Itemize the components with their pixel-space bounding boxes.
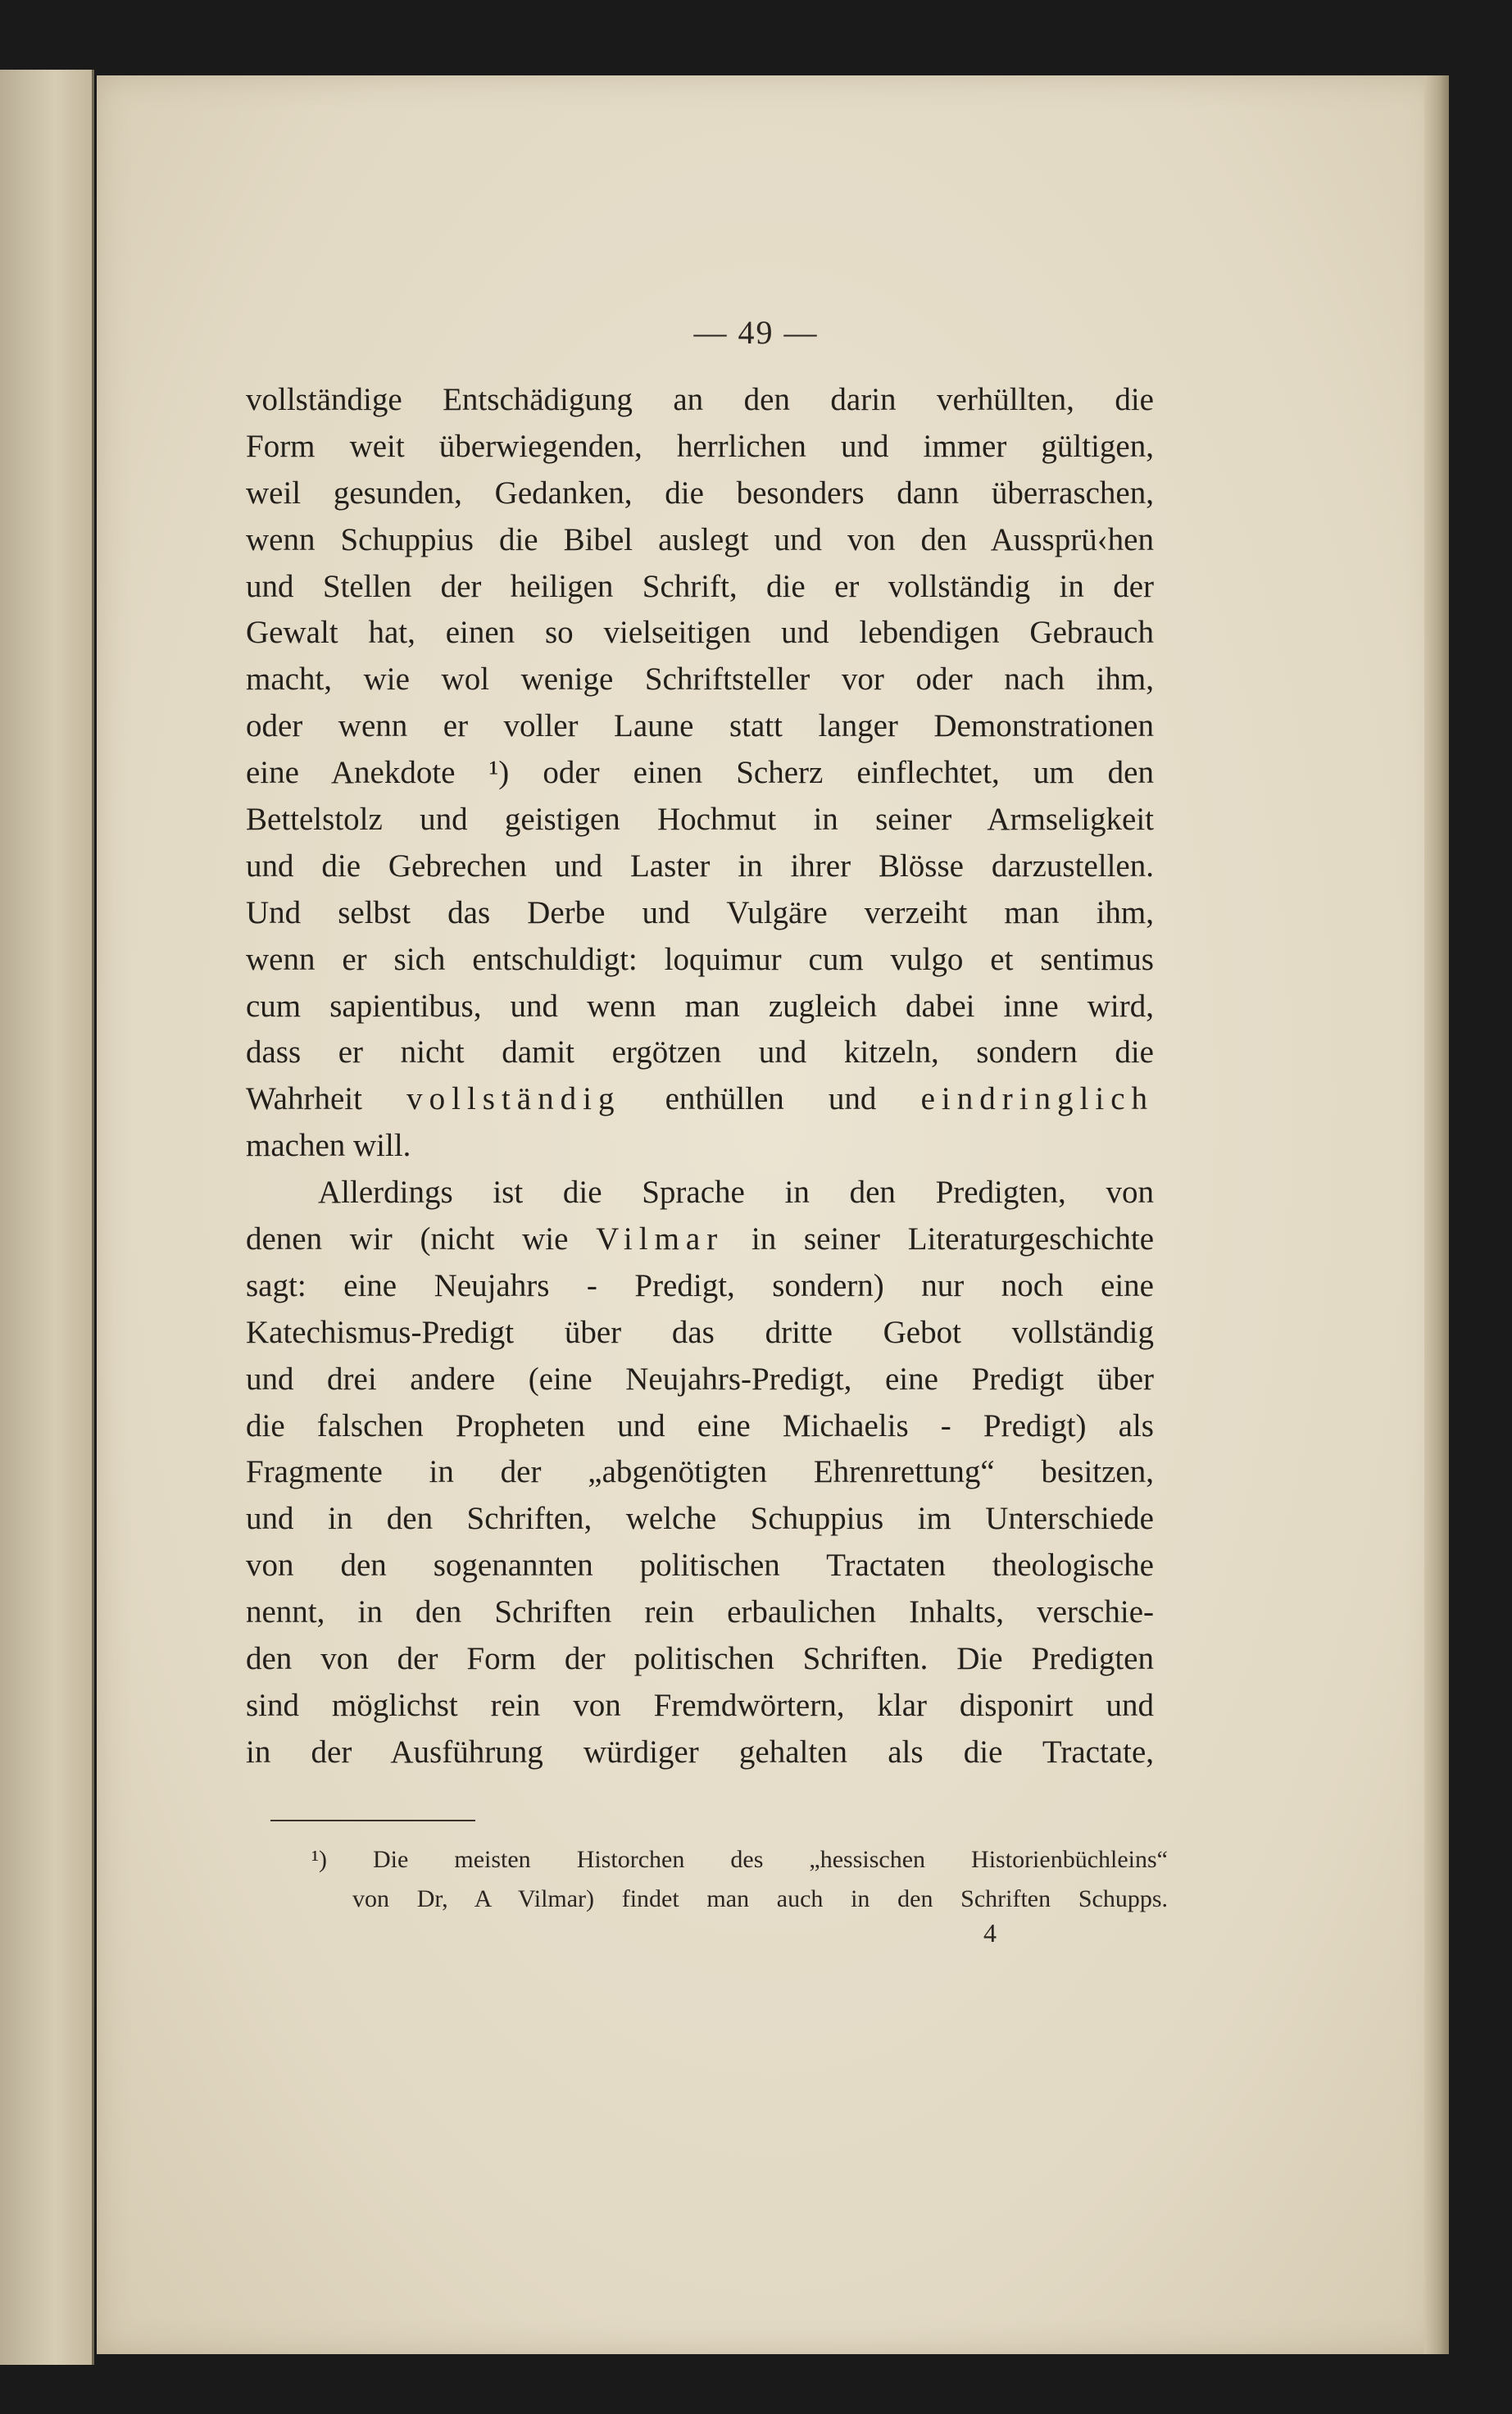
text-line: weil gesunden, Gedanken, die besonders dann überraschen, bbox=[246, 475, 1154, 511]
footnote-rule bbox=[270, 1820, 475, 1821]
text-line: und drei andere (eine Neujahrs-Predigt, eine Predigt über bbox=[246, 1361, 1154, 1397]
text-line: eine Anekdote ¹) oder einen Scherz einflechtet, um den bbox=[246, 755, 1154, 791]
text-line: cum sapientibus, und wenn man zugleich dabei inne wird, bbox=[246, 988, 1154, 1024]
page-number: — 49 — bbox=[693, 314, 819, 351]
facing-page-edge bbox=[0, 70, 94, 2365]
spaced-emphasis: eindringlich bbox=[920, 1081, 1155, 1117]
text-line: Gewalt hat, einen so vielseitigen und lebendigen Gebrauch bbox=[246, 615, 1154, 651]
text-line: Bettelstolz und geistigen Hochmut in seiner Armseligkeit bbox=[246, 802, 1154, 838]
text-line: wenn Schuppius die Bibel auslegt und von den Aussprü‹hen bbox=[246, 521, 1154, 557]
text-word: in seiner Literaturgeschichte bbox=[751, 1221, 1154, 1257]
text-line: die falschen Propheten und eine Michaelis - Predigt) als bbox=[246, 1407, 1154, 1443]
text-line: und Stellen der heiligen Schrift, die er vollständig in der bbox=[246, 568, 1154, 604]
text-line: oder wenn er voller Laune statt langer Demonstrationen bbox=[246, 708, 1154, 744]
text-line: machen will. bbox=[246, 1128, 411, 1164]
text-line: in der Ausführung würdiger gehalten als die Tractate, bbox=[246, 1734, 1154, 1770]
text-line bbox=[246, 1076, 1154, 1123]
paragraph-start: Allerdings ist die Sprache in den Predigten, von bbox=[318, 1175, 1154, 1211]
page-fore-edge bbox=[1424, 75, 1449, 2354]
text-line: Fragmente in der „abgenötigten Ehrenrettung“ besitzen, bbox=[246, 1454, 1154, 1490]
text-line: vollständige Entschädigung an den darin verhüllten, die bbox=[246, 382, 1154, 417]
signature-mark: 4 bbox=[983, 1918, 997, 1948]
text-word: denen wir (nicht wie bbox=[246, 1221, 569, 1257]
text-line: den von der Form der politischen Schriften. Die Predigten bbox=[246, 1641, 1154, 1677]
text-line: Katechismus-Predigt über das dritte Gebot vollständig bbox=[246, 1314, 1154, 1350]
text-line: macht, wie wol wenige Schriftsteller vor oder nach ihm, bbox=[246, 661, 1154, 698]
text-line: wenn er sich entschuldigt: loquimur cum vulgo et sentimus bbox=[246, 941, 1154, 977]
text-line: Und selbst das Derbe und Vulgäre verzeiht man ihm, bbox=[246, 894, 1154, 930]
text-line: sagt: eine Neujahrs - Predigt, sondern) nur noch eine bbox=[246, 1267, 1154, 1303]
text-line bbox=[246, 1216, 1154, 1263]
text-line: nennt, in den Schriften rein erbaulichen Inhalts, verschie- bbox=[246, 1594, 1154, 1630]
main-text bbox=[246, 377, 1154, 1776]
text-word: Wahrheit bbox=[246, 1081, 362, 1117]
footnote-line: von Dr, A Vilmar) findet man auch in den Schriften Schupps. bbox=[352, 1885, 1168, 1912]
spaced-emphasis: vollständig bbox=[406, 1081, 621, 1117]
text-word: enthüllen und bbox=[665, 1081, 877, 1117]
footnote bbox=[311, 1840, 1168, 1919]
text-line: und in den Schriften, welche Schuppius im Unterschiede bbox=[246, 1501, 1154, 1537]
spaced-emphasis: Vilmar bbox=[596, 1221, 724, 1257]
text-line: dass er nicht damit ergötzen und kitzeln, sondern die bbox=[246, 1034, 1154, 1071]
text-line: Form weit überwiegenden, herrlichen und immer gültigen, bbox=[246, 428, 1154, 464]
text-line: und die Gebrechen und Laster in ihrer Blösse darzustellen. bbox=[246, 848, 1154, 884]
footnote-line: ¹) Die meisten Historchen des „hessischen Historienbüchleins“ bbox=[311, 1846, 1168, 1873]
text-line: sind möglichst rein von Fremdwörtern, klar disponirt und bbox=[246, 1687, 1154, 1723]
text-line: von den sogenannten politischen Tractaten theologische bbox=[246, 1548, 1154, 1584]
